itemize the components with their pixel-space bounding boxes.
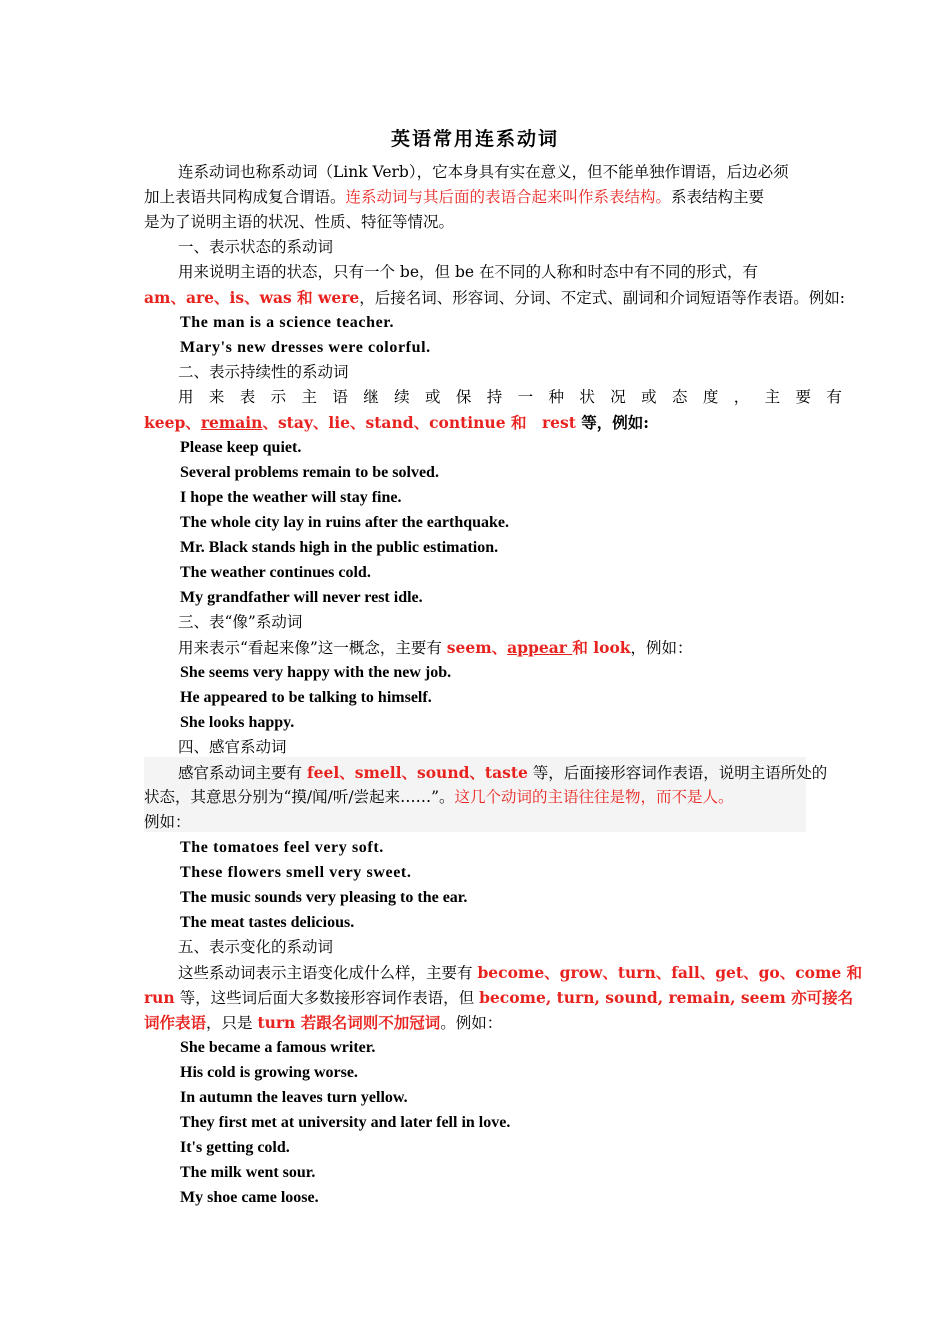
section-4-highlight: 这几个动词的主语往往是物，而不是人。 [454,788,734,806]
section-2-line-2 [144,410,808,436]
example-sentence: Please keep quiet. [180,439,302,456]
section-5-line-1 [144,960,863,986]
example-sentence: His cold is growing worse. [180,1064,358,1081]
example-sentence: He appeared to be talking to himself. [180,689,432,706]
example-sentence: Mr. Black stands high in the public estimation. [180,539,499,556]
section-2-line-1: 用 来 表 示 主 语 继 续 或 保 持 一 种 状 况 或 态 度 ， 主 要 有 [178,388,842,406]
section-3-verbs: 和 look [572,638,631,657]
example-sentence: Several problems remain to be solved. [180,464,439,481]
example-sentence: My shoe came loose. [180,1189,319,1206]
intro-line-1 [144,160,842,185]
section-3-heading: 三、表“像”系动词 [178,613,303,631]
example-sentence: The meat tastes delicious. [180,914,355,931]
intro-line-2 [144,185,808,210]
section-1-line-1: 用来说明主语的状态，只有一个 be，但 be 在不同的人称和时态中有不同的形式，有 [178,263,758,281]
intro-highlight: 连系动词与其后面的表语合起来叫作系表结构。 [345,188,672,206]
example-sentence: These flowers smell very sweet. [180,864,412,881]
section-1-line-2 [144,285,846,311]
example-sentence: They first met at university and later fell in love. [180,1114,511,1131]
section-3-verb-underlined: appear [507,638,573,657]
section-5-highlight: become, turn, sound, remain, seem 亦可接名 [479,988,854,1007]
section-5-text: ，只是 [206,1014,258,1032]
section-4-line-1 [144,760,842,786]
section-5-verbs: become、grow、turn、fall、get、go、come 和 [477,963,863,982]
section-4-verbs: feel、smell、sound、taste [306,763,528,782]
section-4-text: 感官系动词主要有 [178,764,307,782]
example-sentence: She looks happy. [180,714,295,731]
example-sentence: Mary's new dresses were colorful. [180,339,431,356]
section-5-text: 等，这些词后面大多数接形容词作表语，但 [174,989,480,1007]
section-4-text: 等，后面接形容词作表语，说明主语所处的 [527,764,828,782]
section-5-line-2 [144,985,854,1011]
page-title: 英语常用连系动词 [390,128,559,150]
example-sentence: The whole city lay in ruins after the earthquake. [180,514,510,531]
section-5-highlight: 词作表语 [144,1013,207,1032]
section-5-highlight: turn 若跟名词则不加冠词 [257,1013,441,1032]
example-sentence: My grandfather will never rest idle. [180,589,423,606]
section-4-line-3: 例如： [144,813,191,831]
section-2-verb-underlined: remain [200,413,263,432]
example-sentence: The milk went sour. [180,1164,316,1181]
example-sentence: She became a famous writer. [180,1039,376,1056]
section-2-heading: 二、表示持续性的系动词 [178,363,349,381]
section-3-text: ，例如： [630,639,693,657]
section-1-verbs: am、are、is、was 和 were [144,288,360,307]
section-3-verbs: seem、 [446,638,508,657]
intro-line-3: 是为了说明主语的状况、性质、特征等情况。 [144,213,455,231]
example-sentence: The music sounds very pleasing to the ear. [180,889,468,906]
section-4-heading: 四、感官系动词 [178,738,287,756]
example-sentence: She seems very happy with the new job. [180,664,452,681]
section-2-text: 等，例如: [575,413,649,432]
section-4-text: 状态，其意思分别为“摸/闻/听/尝起来……”。 [144,788,455,806]
intro-text: 连系动词也称系动词（Link Verb），它本身具有实在意义，但不能单独作谓语，后边必须 [178,163,789,181]
section-3-text: 用来表示“看起来像”这一概念，主要有 [178,639,447,657]
section-1-heading: 一、表示状态的系动词 [178,238,334,256]
section-4-line-2 [144,785,808,810]
intro-text: 系表结构主要 [671,188,765,206]
example-sentence: The weather continues cold. [180,564,371,581]
section-5-verbs: run [144,988,175,1007]
intro-text: 加上表语共同构成复合谓语。 [144,188,346,206]
section-5-text: 。例如： [440,1014,503,1032]
example-sentence: It's getting cold. [180,1139,290,1156]
section-5-line-3 [144,1010,808,1036]
example-sentence: The man is a science teacher. [180,314,395,331]
example-sentence: The tomatoes feel very soft. [180,839,384,856]
section-2-verbs: 、stay、lie、stand、continue 和 rest [262,413,576,432]
section-2-verbs: keep、 [144,413,201,432]
section-5-text: 这些系动词表示主语变化成什么样，主要有 [178,964,478,982]
section-1-text: ，后接名词、形容词、分词、不定式、副词和介词短语等作表语。例如: [359,289,846,307]
example-sentence: I hope the weather will stay fine. [180,489,402,506]
example-sentence: In autumn the leaves turn yellow. [180,1089,408,1106]
section-3-line-1 [144,635,842,661]
section-5-heading: 五、表示变化的系动词 [178,938,334,956]
